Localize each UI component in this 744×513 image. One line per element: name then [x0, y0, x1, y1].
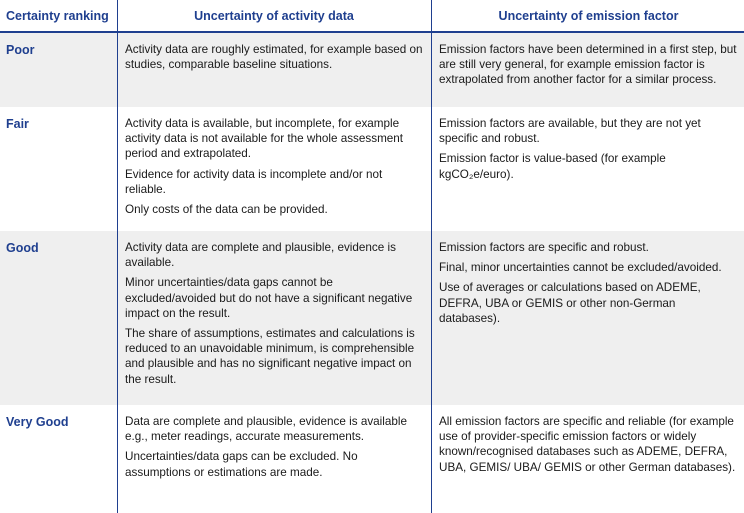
emission-cell: [431, 405, 744, 513]
activity-cell: [117, 33, 431, 107]
emission-cell: [431, 231, 744, 405]
emission-text: Emission factors are available, but they are not yet specific and robust.: [439, 117, 701, 146]
emission-text: All emission factors are specific and reliable (for example use of provider-specific emission factors or widely known/recognised databases such as ADEME, DEFRA, UBA, GEMIS/ UBA/ GEMIS or other German databases).: [439, 415, 736, 474]
emission-text: Emission factors have been determined in a first step, but are still very general, for example emission factor is extrapolated from another factor for a similar process.: [439, 43, 737, 87]
activity-cell: [117, 107, 431, 231]
table-row: [0, 107, 744, 231]
emission-text: Use of averages or calculations based on ADEME, DEFRA, UBA or GEMIS or other non-German databases).: [439, 281, 701, 325]
rank-label: Fair: [6, 117, 29, 131]
table-row: [0, 405, 744, 513]
activity-text: Activity data are complete and plausible, evidence is available.: [125, 241, 396, 270]
emission-cell: [431, 107, 744, 231]
rank-label: Very Good: [6, 415, 69, 429]
activity-text: The share of assumptions, estimates and calculations is reduced to an unavoidable minimum, is comprehensible and plausible and has no significant negative impact on the result.: [125, 327, 415, 386]
rank-label: Good: [6, 241, 39, 255]
activity-text: Activity data is available, but incomplete, for example activity data is not available for the whole assessment period and extrapolated.: [125, 117, 404, 161]
emission-text: Final, minor uncertainties cannot be excluded/avoided.: [439, 261, 722, 275]
emission-text: Emission factors are specific and robust.: [439, 241, 649, 254]
table-header: [0, 0, 744, 33]
header-certainty-ranking: Certainty ranking: [6, 8, 109, 23]
activity-text: Data are complete and plausible, evidence is available e.g., meter readings, accurate measurements.: [125, 415, 407, 444]
activity-text: Uncertainties/data gaps can be excluded. No assumptions or estimations are made.: [125, 450, 358, 479]
activity-text: Only costs of the data can be provided.: [125, 203, 328, 217]
emission-text: Emission factor is value-based (for example kgCO₂e/euro).: [439, 152, 666, 181]
activity-text: Evidence for activity data is incomplete and/or not reliable.: [125, 167, 383, 196]
activity-text: Activity data are roughly estimated, for example based on studies, comparable baseline situations.: [125, 43, 423, 72]
table-row: [0, 231, 744, 405]
header-emission-factor: Uncertainty of emission factor: [431, 0, 744, 31]
activity-text: Minor uncertainties/data gaps cannot be excluded/avoided but do not have a significant negative impact on the result.: [125, 276, 413, 320]
emission-cell: [431, 33, 744, 107]
table-row: [0, 33, 744, 107]
header-activity-data: Uncertainty of activity data: [117, 0, 431, 31]
rank-label: Poor: [6, 43, 35, 57]
activity-cell: [117, 231, 431, 405]
activity-cell: [117, 405, 431, 513]
